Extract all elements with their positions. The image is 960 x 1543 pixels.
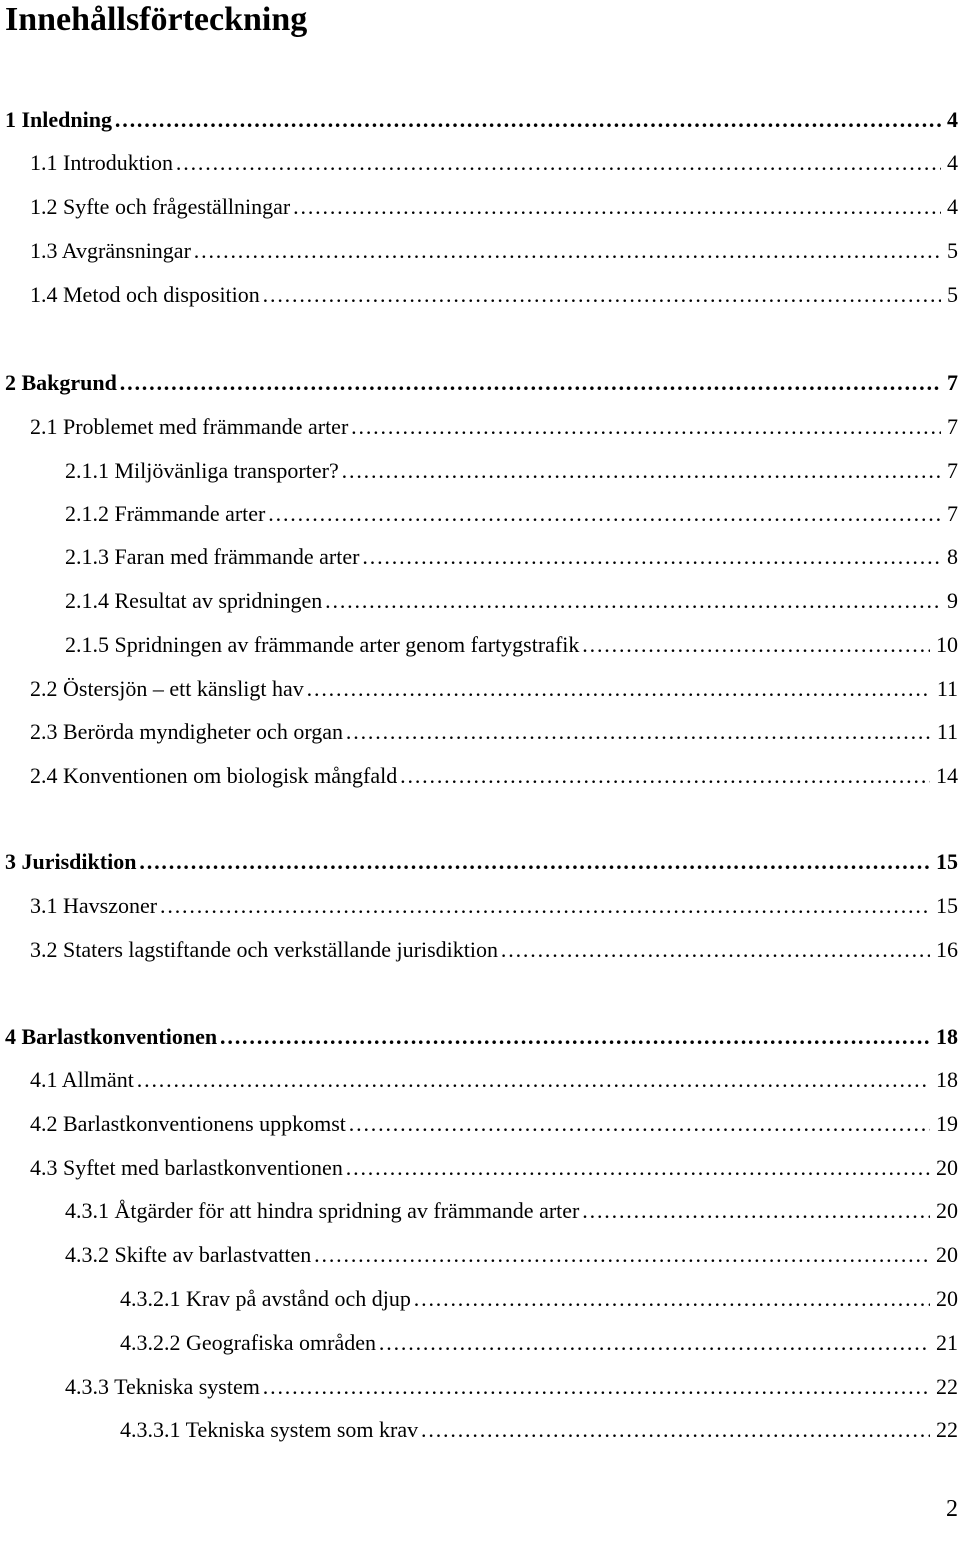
toc-dot-leader bbox=[324, 587, 941, 615]
toc-dot-leader bbox=[500, 936, 930, 964]
toc-dot-leader bbox=[306, 675, 931, 703]
toc-entry-page: 15 bbox=[936, 893, 958, 918]
toc-entry-title: 2.1.1 Miljövänliga transporter? bbox=[65, 458, 339, 483]
toc-entry[interactable] bbox=[65, 587, 958, 615]
toc-entry-title: 4.2 Barlastkonventionens uppkomst bbox=[30, 1111, 346, 1136]
toc-entry-page: 18 bbox=[936, 1024, 958, 1049]
toc-dot-leader bbox=[313, 1241, 930, 1269]
toc-entry-page: 8 bbox=[947, 544, 958, 569]
toc-entry-page: 22 bbox=[936, 1417, 958, 1442]
toc-dot-leader bbox=[175, 149, 941, 177]
toc-entry-title: 4.1 Allmänt bbox=[30, 1067, 134, 1092]
toc-entry[interactable] bbox=[5, 369, 958, 397]
toc-entry[interactable] bbox=[65, 1373, 958, 1401]
toc-entry-title: 1.3 Avgränsningar bbox=[30, 238, 191, 263]
toc-dot-leader bbox=[581, 631, 930, 659]
toc-entry-page: 11 bbox=[936, 676, 958, 701]
toc-dot-leader bbox=[348, 1110, 930, 1138]
toc-entry-title: 2.4 Konventionen om biologisk mångfald bbox=[30, 763, 398, 788]
toc-dot-leader bbox=[345, 718, 931, 746]
toc-entry-page: 7 bbox=[947, 458, 958, 483]
toc-entry-title: 2.1.3 Faran med främmande arter bbox=[65, 544, 360, 569]
toc-entry-title: 4.3.3.1 Tekniska system som krav bbox=[120, 1417, 419, 1442]
toc-entry-page: 7 bbox=[947, 370, 958, 395]
toc-dot-leader bbox=[413, 1285, 930, 1313]
toc-entry[interactable] bbox=[120, 1285, 958, 1313]
toc-entry[interactable] bbox=[30, 718, 958, 746]
toc-dot-leader bbox=[399, 762, 930, 790]
toc-entry[interactable] bbox=[30, 936, 958, 964]
toc-entry-title: 3.2 Staters lagstiftande och verkställande jurisdiktion bbox=[30, 937, 499, 962]
toc-entry[interactable] bbox=[30, 281, 958, 309]
toc-entry-title: 4.3.2.1 Krav på avstånd och djup bbox=[120, 1286, 411, 1311]
toc-entry-page: 15 bbox=[936, 849, 958, 874]
toc-dot-leader bbox=[114, 106, 941, 134]
toc-entry-title: 2.1.5 Spridningen av främmande arter genom fartygstrafik bbox=[65, 632, 580, 657]
toc-entry-page: 20 bbox=[936, 1242, 958, 1267]
toc-dot-leader bbox=[119, 369, 941, 397]
toc-entry-title: 3.1 Havszoner bbox=[30, 893, 158, 918]
toc-dot-leader bbox=[219, 1023, 930, 1051]
toc-entry[interactable] bbox=[65, 1241, 958, 1269]
toc-entry-page: 16 bbox=[936, 937, 958, 962]
toc-entry-page: 11 bbox=[936, 719, 958, 744]
toc-entry[interactable] bbox=[30, 892, 958, 920]
toc-entry[interactable] bbox=[30, 762, 958, 790]
toc-entry-title: 4.3.3 Tekniska system bbox=[65, 1374, 260, 1399]
toc-entry-page: 22 bbox=[936, 1374, 958, 1399]
toc-dot-leader bbox=[420, 1416, 930, 1444]
toc-entry-title: 2.2 Östersjön – ett känsligt hav bbox=[30, 676, 304, 701]
toc-entry[interactable] bbox=[5, 1023, 958, 1051]
toc-entry[interactable] bbox=[65, 543, 958, 571]
toc-entry-page: 4 bbox=[947, 194, 958, 219]
toc-entry[interactable] bbox=[5, 848, 958, 876]
toc-entry-page: 7 bbox=[947, 414, 958, 439]
toc-dot-leader bbox=[159, 892, 930, 920]
toc-entry-page: 14 bbox=[936, 763, 958, 788]
toc-entry[interactable] bbox=[30, 237, 958, 265]
toc-entry[interactable] bbox=[30, 149, 958, 177]
toc-entry-title: 2 Bakgrund bbox=[5, 370, 117, 395]
toc-dot-leader bbox=[341, 457, 941, 485]
toc-dot-leader bbox=[262, 1373, 930, 1401]
toc-entry-page: 5 bbox=[947, 282, 958, 307]
toc-dot-leader bbox=[267, 500, 941, 528]
toc-entry-title: 4.3.2 Skifte av barlastvatten bbox=[65, 1242, 312, 1267]
toc-dot-leader bbox=[581, 1197, 930, 1225]
toc-entry-page: 18 bbox=[936, 1067, 958, 1092]
toc-entry-title: 4.3.1 Åtgärder för att hindra spridning av främmande arter bbox=[65, 1198, 580, 1223]
toc-entry-page: 20 bbox=[936, 1198, 958, 1223]
toc-entry-title: 1.2 Syfte och frågeställningar bbox=[30, 194, 291, 219]
toc-entry-page: 20 bbox=[936, 1155, 958, 1180]
toc-entry-title: 2.1 Problemet med främmande arter bbox=[30, 414, 349, 439]
toc-entry-page: 10 bbox=[936, 632, 958, 657]
page-title: Innehållsförteckning bbox=[5, 1, 308, 38]
toc-entry-title: 2.1.2 Främmande arter bbox=[65, 501, 266, 526]
toc-entry[interactable] bbox=[120, 1416, 958, 1444]
toc-entry[interactable] bbox=[30, 1110, 958, 1138]
toc-entry-title: 1.4 Metod och disposition bbox=[30, 282, 260, 307]
toc-entry-title: 1.1 Introduktion bbox=[30, 150, 173, 175]
toc-entry[interactable] bbox=[30, 1154, 958, 1182]
toc-dot-leader bbox=[378, 1329, 930, 1357]
toc-dot-leader bbox=[361, 543, 941, 571]
toc-entry[interactable] bbox=[30, 413, 958, 441]
toc-entry-page: 21 bbox=[936, 1330, 958, 1355]
toc-dot-leader bbox=[138, 848, 930, 876]
toc-dot-leader bbox=[136, 1066, 930, 1094]
toc-entry-title: 3 Jurisdiktion bbox=[5, 849, 137, 874]
toc-entry-page: 4 bbox=[947, 150, 958, 175]
toc-dot-leader bbox=[262, 281, 941, 309]
toc-entry[interactable] bbox=[5, 106, 958, 134]
toc-entry[interactable] bbox=[65, 500, 958, 528]
toc-entry[interactable] bbox=[30, 675, 958, 703]
toc-entry-page: 9 bbox=[947, 588, 958, 613]
toc-entry-title: 2.3 Berörda myndigheter och organ bbox=[30, 719, 344, 744]
toc-entry-title: 4.3 Syftet med barlastkonventionen bbox=[30, 1155, 343, 1180]
toc-entry[interactable] bbox=[30, 193, 958, 221]
toc-entry[interactable] bbox=[30, 1066, 958, 1094]
toc-entry-page: 4 bbox=[947, 107, 958, 132]
toc-entry[interactable] bbox=[120, 1329, 958, 1357]
toc-dot-leader bbox=[193, 237, 941, 265]
toc-dot-leader bbox=[350, 413, 941, 441]
toc-entry-page: 19 bbox=[936, 1111, 958, 1136]
page-number: 2 bbox=[946, 1496, 958, 1522]
toc-entry-page: 7 bbox=[947, 501, 958, 526]
toc-dot-leader bbox=[345, 1154, 930, 1182]
toc-entry[interactable] bbox=[65, 1197, 958, 1225]
toc-entry-page: 5 bbox=[947, 238, 958, 263]
toc-entry-title: 1 Inledning bbox=[5, 107, 112, 132]
toc-entry[interactable] bbox=[65, 631, 958, 659]
toc-entry-title: 4 Barlastkonventionen bbox=[5, 1024, 218, 1049]
toc-entry-page: 20 bbox=[936, 1286, 958, 1311]
toc-dot-leader bbox=[292, 193, 941, 221]
toc-entry-title: 2.1.4 Resultat av spridningen bbox=[65, 588, 323, 613]
toc-entry-title: 4.3.2.2 Geografiska områden bbox=[120, 1330, 376, 1355]
toc-entry[interactable] bbox=[65, 457, 958, 485]
